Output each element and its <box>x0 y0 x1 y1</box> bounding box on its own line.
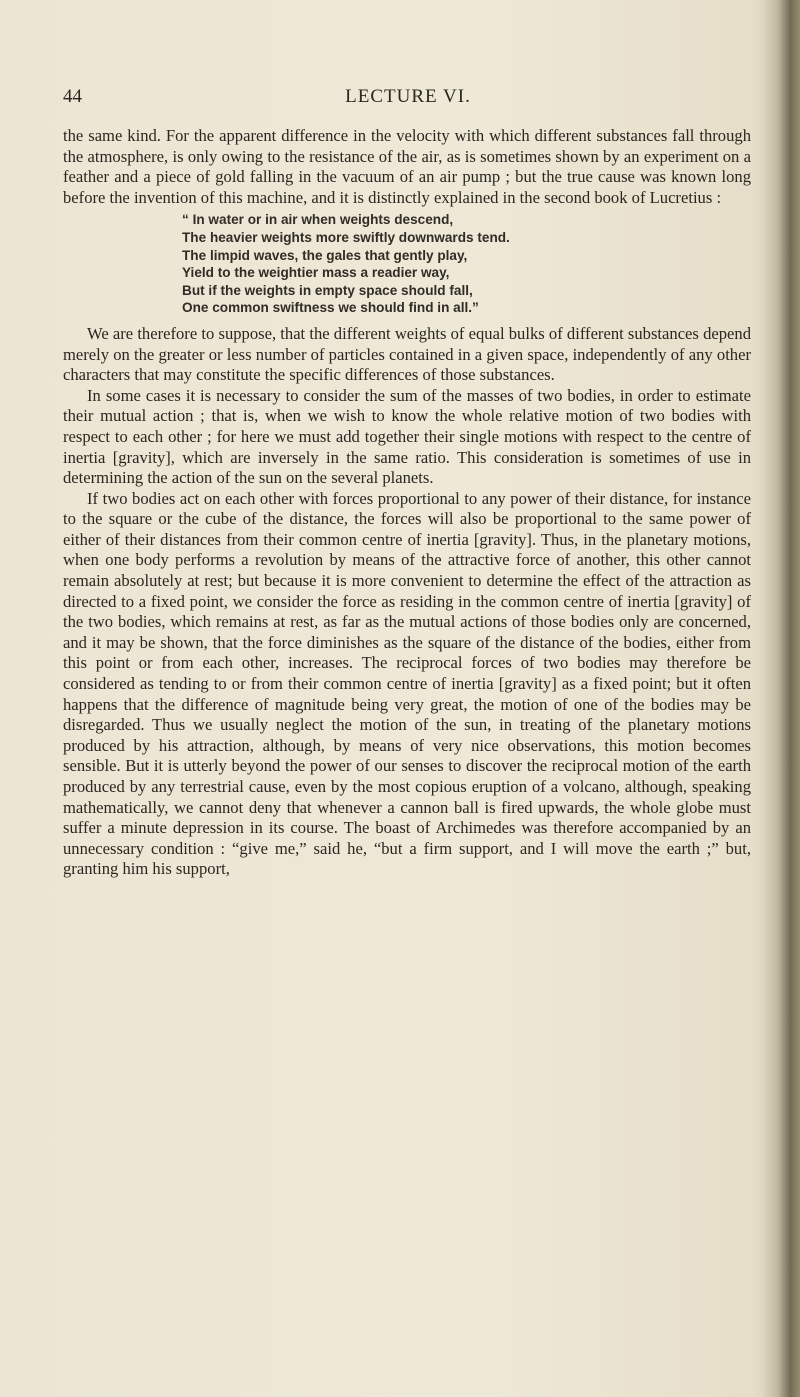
paragraph-weights: We are therefore to suppose, that the different weights of equal bulks of different substances depend merely on the greater or less number of particles contained in a given space, independently of any other characters that may constitute the specific differences of those substances. <box>63 323 751 385</box>
verse-line: The limpid waves, the gales that gently play, <box>182 247 468 263</box>
paragraph-opening: the same kind. For the apparent difference in the velocity with which different substances fall through the atmosphere, is only owing to the resistance of the air, as is sometimes shown by an experiment on a feather and a piece of gold falling in the vacuum of an air pump ; but the true cause was known long before the invention of this machine, and it is distinctly explained in the second book of Lucretius : <box>63 126 751 207</box>
running-title: LECTURE VI. <box>345 86 471 107</box>
page-header <box>63 86 753 112</box>
verse-quotation <box>182 211 751 317</box>
verse-line: Yield to the weightier mass a readier way, <box>182 265 450 281</box>
verse-line: But if the weights in empty space should fall, <box>182 282 473 298</box>
body-text <box>63 126 751 880</box>
page-number: 44 <box>63 86 82 107</box>
paragraph-masses: In some cases it is necessary to consider the sum of the masses of two bodies, in order to estimate their mutual action ; that is, when we wish to know the whole relative motion of two bodies with respect to each other ; for here we must add together their single motions with respect to the centre of inertia [gravity], which are inversely in the same ratio. This consideration is sometimes of use in determining the action of the sun on the several planets. <box>63 385 751 488</box>
page-edge-shadow <box>762 0 800 1397</box>
verse-line: “ In water or in air when weights descend, <box>182 212 454 228</box>
paragraph-forces: If two bodies act on each other with forces proportional to any power of their distance, for instance to the square or the cube of the distance, the forces will also be proportional to the same power of either of their distances from their common centre of inertia [gravity]. Thus, in the planetary motions, when one body performs a revolution by means of the attractive force of another, this other cannot remain absolutely at rest; but because it is more convenient to determine the effect of the attraction as directed to a fixed point, we consider the force as residing in the common centre of inertia [gravity] of the two bodies, which remains at rest, as far as the mutual actions of those bodies only are concerned, and it may be shown, that the force diminishes as the square of the distance of the bodies, either from this point or from each other, increases. The reciprocal forces of two bodies may therefore be considered as tending to or from their common centre of inertia [gravity] as a fixed point; but it often happens that the difference of magnitude being very great, the motion of one of the bodies may be disregarded. Thus we usually neglect the motion of the sun, in treating of the planetary motions produced by his attraction, although, by means of very nice observations, this motion becomes sensible. But it is utterly beyond the power of our senses to discover the reciprocal motion of the earth produced by any terrestrial cause, even by the most copious eruption of a volcano, although, speaking mathematically, we cannot deny that whenever a cannon ball is fired upwards, the whole globe must suffer a minute depression in its course. The boast of Archimedes was therefore accompanied by an unnecessary condition : “give me,” said he, “but a firm support, and I will move the earth ;” but, granting him his support, <box>63 488 751 879</box>
verse-line: The heavier weights more swiftly downwards tend. <box>182 229 510 245</box>
verse-line: One common swiftness we should find in all.” <box>182 300 479 316</box>
